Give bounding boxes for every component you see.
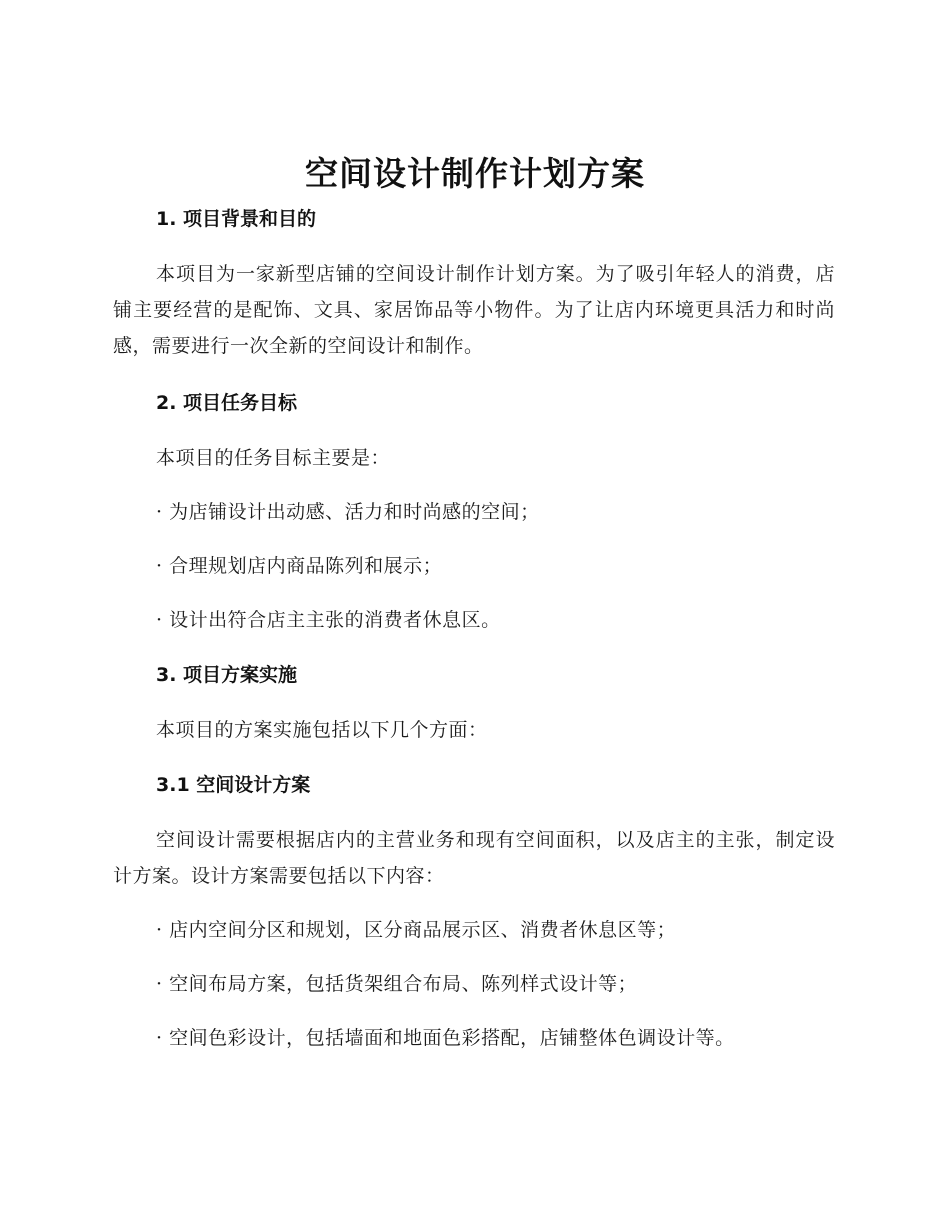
section-2-intro: 本项目的任务目标主要是： [156,447,391,469]
document-body [113,200,835,1056]
bullet-item: · 为店铺设计出动感、活力和时尚感的空间； [156,501,540,523]
bullet-item: · 合理规划店内商品陈列和展示； [156,555,443,577]
document-title: 空间设计制作计划方案 [305,154,645,193]
bullet-item: · 设计出符合店主主张的消费者休息区。 [156,609,501,631]
section-heading-2: 2. 项目任务目标 [156,392,298,414]
section-3-1-paragraph: 空间设计需要根据店内的主营业务和现有空间面积，以及店主的主张，制定设计方案。设计方案需要包括以下内容： [113,829,835,887]
bullet-item: · 店内空间分区和规划，区分商品展示区、消费者休息区等； [156,919,677,941]
bullet-item: · 空间色彩设计，包括墙面和地面色彩搭配，店铺整体色调设计等。 [156,1027,735,1049]
section-heading-1: 1. 项目背景和目的 [156,208,317,230]
section-3-intro: 本项目的方案实施包括以下几个方面： [156,719,488,741]
bullet-item: · 空间布局方案，包括货架组合布局、陈列样式设计等； [156,973,638,995]
section-heading-3-1: 3.1 空间设计方案 [156,774,311,796]
section-1-paragraph: 本项目为一家新型店铺的空间设计制作计划方案。为了吸引年轻人的消费，店铺主要经营的是配饰、文具、家居饰品等小物件。为了让店内环境更具活力和时尚感，需要进行一次全新的空间设计和制作。 [113,263,835,357]
section-heading-3: 3. 项目方案实施 [156,664,298,686]
